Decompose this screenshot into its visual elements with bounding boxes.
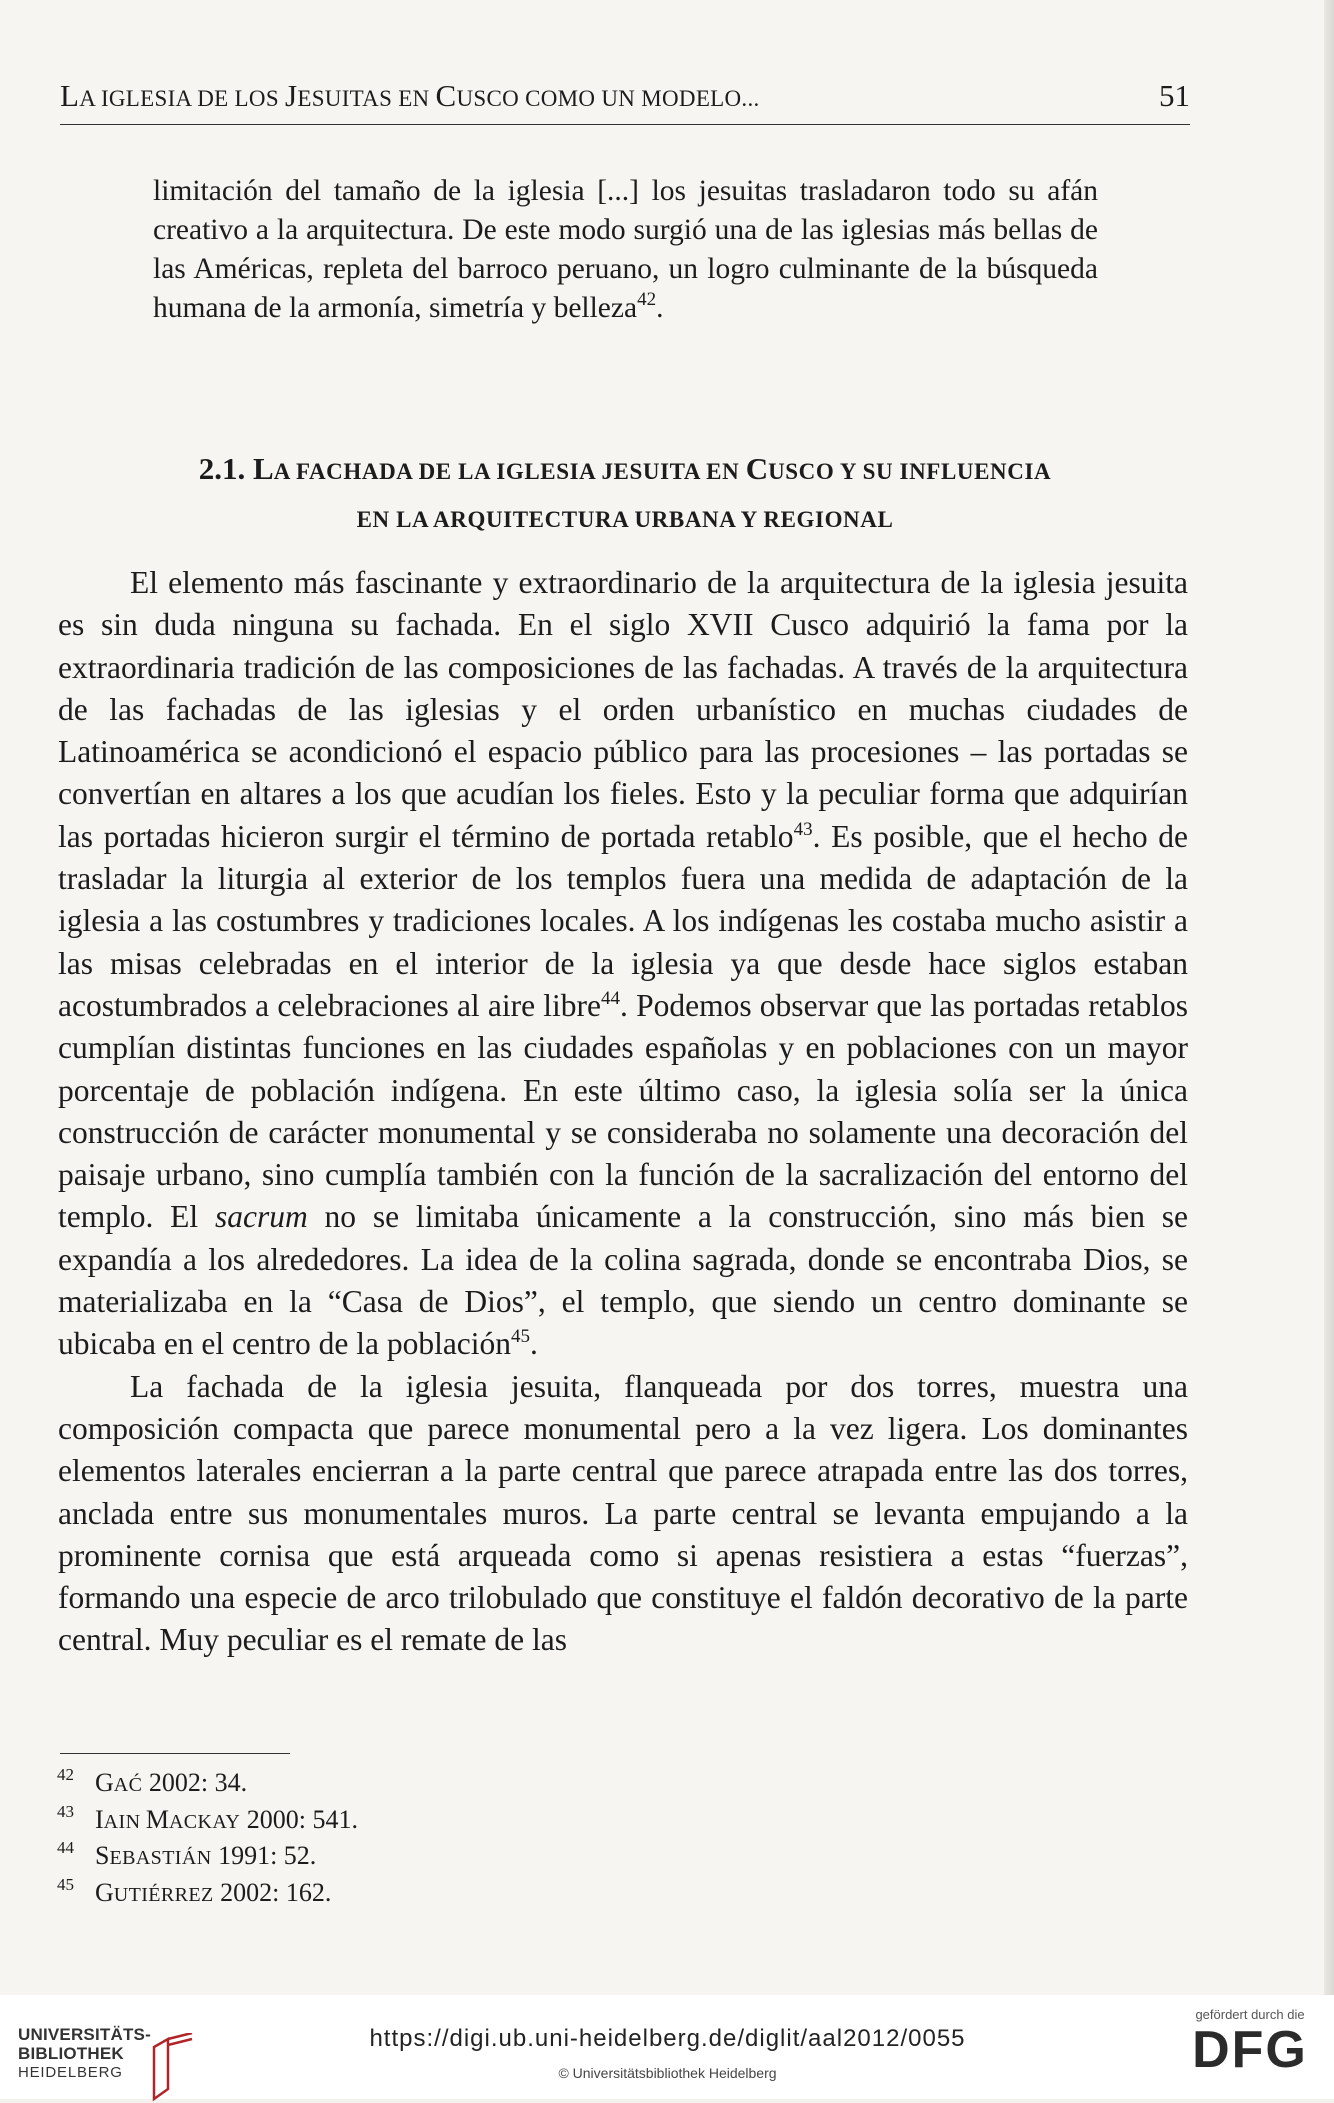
copyright-notice: © Universitätsbibliothek Heidelberg bbox=[558, 2065, 777, 2081]
footnotes bbox=[57, 1765, 795, 1912]
section-heading bbox=[60, 446, 1190, 542]
ub-heidelberg-logo[interactable]: UNIVERSITÄTS- BIBLIOTHEK HEIDELBERG bbox=[18, 2025, 198, 2085]
section-heading-line2: EN LA ARQUITECTURA URBANA Y REGIONAL bbox=[356, 507, 894, 532]
digitization-footer bbox=[0, 1995, 1334, 2099]
footnote-ref-45[interactable]: 45 bbox=[511, 1326, 531, 1348]
page-number: 51 bbox=[1159, 78, 1190, 113]
footnote-43: 43 IAIN MACKAY 2000: 541. bbox=[57, 1801, 358, 1834]
ub-logo-mark-icon bbox=[148, 2033, 198, 2103]
footnote-ref-42[interactable]: 42 bbox=[637, 289, 657, 310]
footnote-44: 44 SEBASTIÁN 1991: 52. bbox=[57, 1838, 317, 1870]
footnote-ref-43[interactable]: 43 bbox=[793, 818, 813, 840]
section-heading-line1: 2.1. LA FACHADA DE LA IGLESIA JESUITA EN CUSCO Y SU INFLUENCIA bbox=[198, 451, 1052, 486]
block-quote: limitación del tamaño de la iglesia [...] los jesuitas trasladaron todo su afán creativo a la arquitectura. De este modo surgió una de las iglesias más bellas de las Américas, repleta del barroco peruano, un logro culminante de la búsqueda humana de la armonía, simetría y belleza$^{42}$. bbox=[153, 175, 1098, 324]
paragraph-1: El elemento más fascinante y extraordinario de la arquitectura de la iglesia jesuita es sin duda ninguna su fachada. En el siglo XVII Cusco adquirió la fama por la extraordinaria tradición de las composiciones de las fachadas. A través de la arquitectura de las fachadas de las iglesias y el orden urbanístico en muchas ciudades de Latinoamérica se acondicionó el espacio público para las procesiones – las portadas se convertían en altares a los que acudían los fieles. Esto y la peculiar forma que adquirían las portadas hicieron surgir el término de portada retablo$^{43}$. Es posible, que el hecho de trasladar la liturgia al exterior de los templos fuera una medida de adaptación de la iglesia a las costumbres y tradiciones locales. A los indígenas les costaba mucho asistir a las misas celebradas en el interior de la iglesia ya que desde hace siglos estaban acostumbrados a celebraciones al aire libre$^{44}$. Podemos observar que las portadas retablos cumplían distintas funciones en las ciudades españolas y en poblaciones con un mayor porcentaje de población indígena. En este último caso, la iglesia solía ser la única construcción de carácter monumental y se consideraba no solamente una decoración del paisaje urbano, sino cumplía también con la función de la sacralización del entorno del templo. El sacrum no se limitaba únicamente a la construcción, sino más bien se expandía a los alrededores. La idea de la colina sagrada, donde se encontraba Dios, se materializaba en la “Casa de Dios”, el templo, que siendo un centro dominante se ubicaba en el centro de la población$^{45}$. bbox=[58, 565, 1188, 1362]
section-number: 2.1. bbox=[198, 451, 246, 486]
dfg-logo[interactable]: gefördert durch die DFG bbox=[1192, 2007, 1308, 2079]
digitization-url-link[interactable]: https://digi.ub.uni-heidelberg.de/diglit/aal2012/0055 bbox=[369, 2025, 966, 2052]
quote-text: limitación del tamaño de la iglesia [...] los jesuitas trasladaron todo su afán creativo a la arquitectura. De este modo surgió una de las iglesias más bellas de las Américas, repleta del barroco peruano, un logro culminante de la búsqueda humana de la armonía, simetría y belleza bbox=[153, 175, 1098, 324]
page-edge-shadow bbox=[1324, 0, 1334, 1995]
italic-term: sacrum bbox=[214, 1199, 308, 1235]
running-title: LA IGLESIA DE LOS JESUITAS EN CUSCO COMO UN MODELO... bbox=[60, 78, 760, 113]
footnote-42: 42 GAĆ 2002: 34. bbox=[57, 1765, 248, 1797]
footnote-rule bbox=[60, 1753, 290, 1754]
running-header bbox=[60, 78, 1190, 125]
paragraph-2: La fachada de la iglesia jesuita, flanqueada por dos torres, muestra una composición compacta que parece monumental pero a la vez ligera. Los dominantes elementos laterales encierran a la parte central que parece atrapada entre las dos torres, anclada entre sus monumentales muros. La parte central se levanta empujando a la prominente cornisa que está arqueada como si apenas resistiera a estas “fuerzas”, formando una especie de arco trilobulado que constituye el faldón decorativo de la parte central. Muy peculiar es el remate de las bbox=[58, 1368, 1188, 1658]
footnote-45: 45 GUTIÉRREZ 2002: 162. bbox=[57, 1874, 332, 1907]
footnote-ref-44[interactable]: 44 bbox=[601, 987, 621, 1009]
body-text bbox=[58, 562, 1188, 1662]
